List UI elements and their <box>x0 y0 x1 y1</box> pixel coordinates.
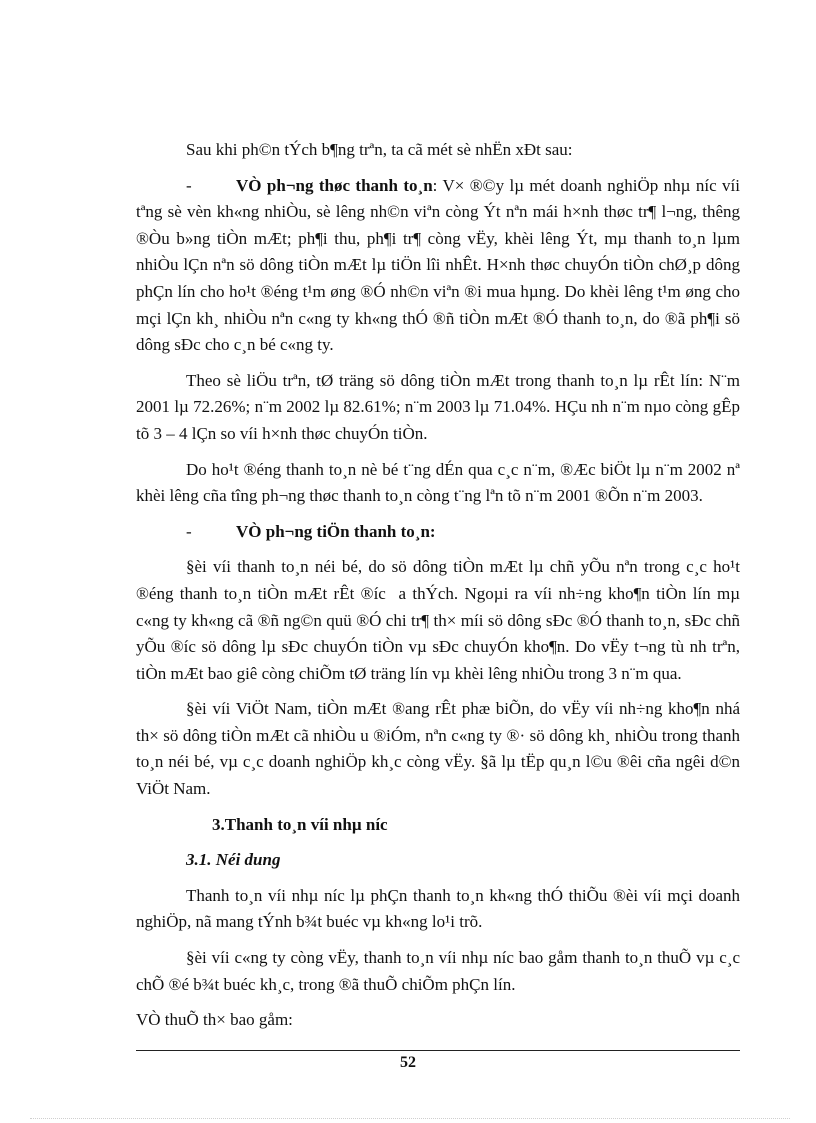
dash-bullet: - <box>186 521 192 541</box>
payment-means-heading: VÒ ph¬ng tiÖn thanh to¸n: <box>236 521 436 541</box>
paragraph-payment-method <box>136 173 740 359</box>
subsection-heading-3-1: 3.1. Néi dung <box>186 850 281 870</box>
paragraph-company-tax: §èi víi c«ng ty còng vËy, thanh to¸n víi nhµ níc bao gåm thanh to¸n thuÕ vµ c¸c chÕ ®é b¾t buéc kh¸c, trong ®ã thuÕ chiÕm phÇn lín. <box>136 948 740 994</box>
paragraph-vietnam-cash: §èi víi ViÖt Nam, tiÒn mÆt ®ang rÊt phæ biÕn, do vËy víi nh÷ng kho¶n nhá th× sö dông tiÒn mÆt cã nhiÒu u ®iÓm, nªn c«ng ty ®· sö dông kh¸ nhiÒu trong thanh to¸n néi bé, vµ c¸c doanh nghiÖp kh¸c còng vËy. §ã lµ tËp qu¸n l©u ®êi cña ngêi d©n ViÖt Nam. <box>136 699 740 799</box>
dash-bullet: - <box>186 175 192 195</box>
footer-rule <box>136 1050 740 1051</box>
paragraph-cash-share: Theo sè liÖu trªn, tØ träng sö dông tiÒn mÆt trong thanh to¸n lµ rÊt lín: N¨m 2001 lµ 72.26%; n¨m 2002 lµ 82.61%; n¨m 2003 lµ 71.04%. HÇu nh n¨m nµo còng gÊp tõ 3 – 4 lÇn so víi h×nh thøc chuyÓn tiÒn. <box>136 370 740 443</box>
paragraph-growth: Do ho¹t ®éng thanh to¸n nè bé t¨ng dÉn qua c¸c n¨m, ®Æc biÖt lµ n¨m 2002 nª khèi lêng cña tîng ph¬ng thøc thanh to¸n còng t¨ng lªn tõ n¨m 2001 ®Õn n¨m 2003. <box>136 459 740 506</box>
page-edge-dotted-line <box>30 1118 790 1119</box>
section-heading-3: 3.Thanh to¸n víi nhµ níc <box>212 814 388 834</box>
paragraph-tax-list-intro: VÒ thuÕ th× bao gåm: <box>136 1010 293 1030</box>
payment-method-heading: VÒ ph¬ng thøc thanh to¸n <box>236 175 433 195</box>
body-text <box>136 137 740 1043</box>
paragraph-state-payment: Thanh to¸n víi nhµ níc lµ phÇn thanh to¸n kh«ng thÓ thiÕu ®èi víi mçi doanh nghiÖp, nã mang tÝnh b¾t buéc vµ kh«ng lo¹i trõ. <box>136 885 740 932</box>
paragraph-payment-means <box>136 519 740 546</box>
payment-method-body: : V× ®©y lµ mét doanh nghiÖp nhµ níc víi tªng sè vèn kh«ng nhiÒu, sè lêng nh©n viªn còng Ýt nªn mái h×nh thøc tr¶ l¬ng, thêng ®Òu b»ng tiÒn mÆt; ph¶i thu, ph¶i tr¶ còng vËy, khèi lêng Ýt, mµ thanh to¸n lµm nhiÒu lÇn nªn sö dông tiÒn mÆt lµ tiÖn lîi nhÊt. H×nh thøc chuyÓn tiÒn chØ¸p dông phÇn lín cho ho¹t ®éng t¹m øng ®Ó nh©n viªn ®i mua hµng. Do khèi lêng t¹m øng cho mçi lÇn kh¸ nhiÒu nªn c«ng ty kh«ng thÓ ®ñ tiÒn mÆt ®Ó thanh to¸n, do ®ã ph¶i sö dông sÐc cho c¸n bé c«ng ty. <box>136 175 741 355</box>
paragraph-intro: Sau khi ph©n tÝch b¶ng trªn, ta cã mét sè nhËn xÐt sau: <box>186 140 573 159</box>
page-number: 52 <box>400 1054 416 1071</box>
paragraph-internal-payment: §èi víi thanh to¸n néi bé, do sö dông tiÒn mÆt lµ chñ yÕu nªn trong c¸c ho¹t ®éng thanh to¸n tiÒn mÆt rÊt ®íc a thÝch. Ngoµi ra víi nh÷ng kho¶n tiÒn lín mµ c«ng ty kh«ng cã ®ñ ng©n quü ®Ó chi tr¶ th× míi sö dông sÐc ®Ó thanh to¸n, sÐc chñ yÕu ®íc sö dông lµ sÐc chuyÓn tiÒn vµ sÐc chuyÓn kho¶n. Do vËy t¬ng tù nh trªn, tiÒn mÆt bao giê còng chiÕm tØ träng lín vµ khèi lêng nhiÒu trong 3 n¨m qua. <box>136 557 740 683</box>
